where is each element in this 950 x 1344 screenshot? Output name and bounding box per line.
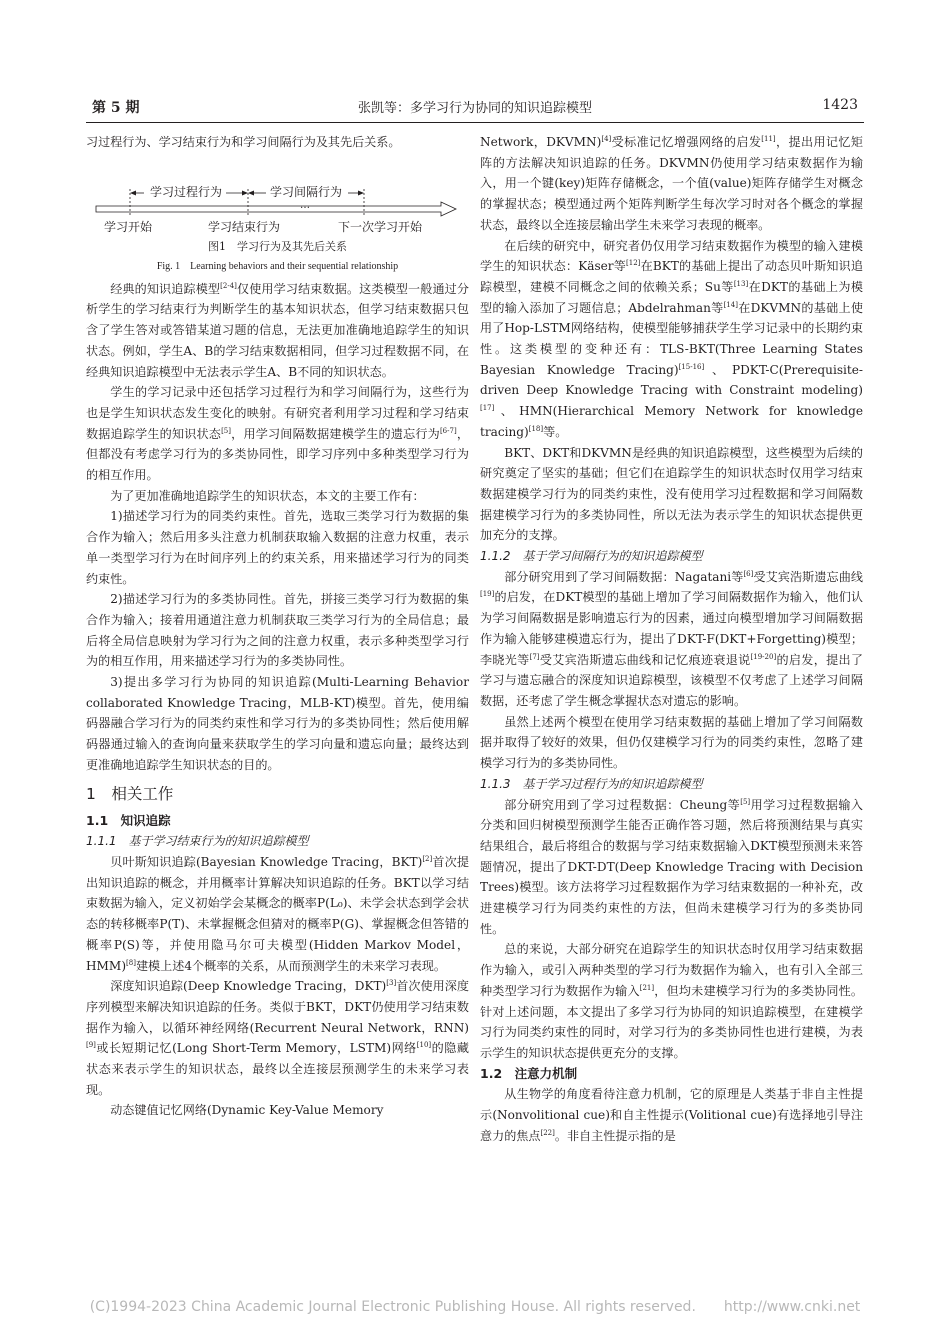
citation: [7] (529, 652, 540, 661)
label-learning-process-behavior: 学习过程行为 (150, 184, 223, 199)
label-learning-end-behavior: 学习结束行为 (208, 219, 281, 234)
paragraph-follow-up-research: 在后续的研究中，研究者仍仅用学习结束数据作为模型的输入建模学生的知识状态：Käser等[12]在BKT的基础上提出了动态贝叶斯知识追踪模型，建模不同概念之间的依赖关系；Su等[13]在DKT的基础上为模型的输入添加了习题信息；Abdelrahman等[14]在DKVMN的基础上使用了Hop-LSTM网络结构，使模型能够捕获学生学习记录中的长期约束性。这类模型的变种还有：TLS-BKT(Three Learning States Bayesian Knowledge Tracing)[15-16]、PDKT-C(Prerequisite-driven Deep Knowledge Tracing with Constraint modeling)[17]、HMN(Hierarchical Memory Network for knowledge tracing)[18]等。 (480, 238, 863, 439)
section-heading-related-work: 1 相关工作 (86, 784, 174, 803)
paragraph-interval-models: 部分研究用到了学习间隔数据：Nagatani等[6]受艾宾浩斯遗忘曲线[19]的启发，在DKT模型的基础上增加了学习间隔数据作为输入，他们认为学习间隔数据是影响遗忘行为的因素，通过向模型增加学习间隔数据作为输入能够建模遗忘行为，提出了DKT-F(DKT+Forgetting)模型；李晓光等[7]受艾宾浩斯遗忘曲线和记忆痕迹衰退说[19-20]的启发，提出了学习与遗忘融合的深度知识追踪模型，该模型不仅考虑了上述学习间隔数据，还考虑了学生概念掌握状态对遗忘的影响。 (480, 569, 863, 708)
paragraph-bkt: 贝叶斯知识追踪(Bayesian Knowledge Tracing，BKT)[2]首次提出知识追踪的概念，并用概率计算解决知识追踪的任务。BKT以学习结束数据为输入，定义初始学会某概念的概率P(L₀)、未学会状态到学会状态的转移概率P(T)、未掌握概念但猜对的概率P(G)、掌握概念但答错的概率P(S)等，并使用隐马尔可夫模型(Hidden Markov Model，HMM)[8]建模上述4个概率的关系，从而预测学生的未来学习表现。 (86, 854, 469, 973)
header-rule (86, 122, 864, 123)
citation: [6-7] (439, 426, 457, 435)
paragraph-contribution-1: 1)描述学习行为的同类约束性。首先，选取三类学习行为数据的集合作为输入；然后用多头注意力机制获取输入数据的注意力权重，表示单一类型学习行为在时间序列上的约束关系，用来描述学习行为的同类约束性。 (86, 509, 469, 586)
left-column (86, 132, 469, 1121)
running-title: 张凯等：多学习行为协同的知识追踪模型 (357, 101, 592, 116)
citation: [5] (740, 797, 751, 806)
copyright-footer: (C)1994-2023 China Academic Journal Electronic Publishing House. All rights reserved. http://www.cnki.net (89, 1299, 861, 1315)
citation: [19-20] (750, 652, 777, 661)
subsubsection-heading-end-behavior: 1.1.1 基于学习结束行为的知识追踪模型 (86, 834, 309, 849)
label-learning-start: 学习开始 (104, 219, 153, 234)
citation: [6] (743, 569, 754, 578)
subsubsection-heading-interval-behavior: 1.1.2 基于学习间隔行为的知识追踪模型 (480, 549, 703, 564)
journal-issue: 第 5 期 (92, 100, 140, 116)
paragraph-contribution-3: 3)提出多学习行为协同的知识追踪(Multi-Learning Behavior collaborated Knowledge Tracing，MLB-KT)模型。首先，使用编码器融合学习行为的同类约束性和学习行为的多类协同性；然后使用解码器通过输入的查询向量来获取学生的学习向量和遗忘向量；最终达到更准确地追踪学生知识状态的目的。 (86, 675, 469, 772)
label-learning-interval-behavior: 学习间隔行为 (270, 184, 343, 199)
citation: [19] (480, 590, 495, 599)
paragraph-interval-summary: 虽然上述两个模型在使用学习结束数据的基础上增加了学习间隔数据并取得了较好的效果，但仍仅建模学习行为的同类约束性，忽略了建模学习行为的多类协同性。 (480, 714, 863, 771)
right-column (480, 132, 863, 1146)
paragraph-dkt: 深度知识追踪(Deep Knowledge Tracing，DKT)[3]首次使用深度序列模型来解决知识追踪的任务。类似于BKT，DKT仍使用学习结束数据作为输入，以循环神经网络(Recurrent Neural Network，RNN)[9]或长短期记忆(Long Short-Term Memory，LSTM)网络[10]的隐藏状态来表示学生的知识状态，最终以全连接层预测学生的未来学习表现。 (86, 979, 469, 1097)
citation: [3] (386, 979, 397, 988)
citation: [2-4] (220, 281, 237, 290)
figure-1-caption-cn: 图1 学习行为及其先后关系 (208, 239, 347, 253)
citation: [2] (422, 854, 433, 863)
paragraph-overall-summary: 总的来说，大部分研究在追踪学生的知识状态时仅用学习结束数据作为输入，或引入两种类型的学习行为数据作为输入，也有引入全部三种类型学习行为数据作为输入[21]，但均未建模学习行为的多类协同性。针对上述问题，本文提出了多学习行为协同的知识追踪模型，在建模学习行为同类约束性的同时，对学习行为的多类协同性也进行建模，为表示学生的知识状态提供更充分的支撑。 (480, 942, 863, 1060)
subsection-heading-attention: 1.2 注意力机制 (480, 1065, 578, 1081)
page-number: 1423 (822, 97, 858, 113)
citation: [5] (221, 426, 231, 435)
paragraph-contribution-2: 2)描述学习行为的多类协同性。首先，拼接三类学习行为数据的集合作为输入；接着用通道注意力机制获取三类学习行为的全局信息；最后将全局信息映射为学习行为之间的注意力权重，表示多种类型学习行为的相互作用，用来描述学习行为的多类协同性。 (86, 592, 469, 669)
citation: [21] (639, 983, 655, 992)
figure-1-caption-en: Fig. 1 Learning behaviors and their sequential relationship (156, 260, 399, 272)
paragraph-learning-records: 学生的学习记录中还包括学习过程行为和学习间隔行为，这些行为也是学生知识状态发生变化的映射。有研究者利用学习过程和学习结束数据追踪学生的知识状态[5]，用学习间隔数据建模学生的遗忘行为[6-7]，但都没有考虑学习行为的多类协同性，即学习序列中多种类型学习行为的相互作用。 (86, 385, 469, 483)
label-ellipsis: … (300, 199, 310, 211)
citation: [17] (480, 404, 495, 413)
intro-fragment: 习过程行为、学习结束行为和学习间隔行为及其先后关系。 (86, 135, 401, 149)
paragraph-attention: 从生物学的角度看待注意力机制，它的原理是人类基于非自主性提示(Nonvolitional cue)和自主性提示(Volitional cue)有选择地引导注意力的焦点[22]。非自主性提示指的是 (480, 1087, 863, 1143)
label-next-learning-start: 下一次学习开始 (338, 219, 423, 234)
citation: [10] (416, 1041, 432, 1050)
paragraph-dkvmn-start: 动态键值记忆网络(Dynamic Key-Value Memory (110, 1103, 384, 1118)
citation: [12] (626, 259, 641, 268)
paragraph-classic-kt: 经典的知识追踪模型[2-4]仅使用学习结束数据。这类模型一般通过分析学生的学习结束行为判断学生的基本知识状态，但学习结束数据只包含了学生答对或答错某道习题的信息，无法更加准确地追踪学生的知识状态。例如，学生A、B的学习结束数据相同，但学习过程数据不同，在经典知识追踪模型中无法表示学生A、B不同的知识状态。 (86, 281, 469, 379)
citation: [13] (733, 279, 749, 288)
citation: [18] (528, 424, 544, 433)
paragraph-process-models: 部分研究用到了学习过程数据：Cheung等[5]用学习过程数据输入分类和回归树模型预测学生能否正确作答习题，然后将预测结果与真实结果组合，最后将组合的数据与学习结束数据输入DKT模型预测未来答题情况，提出了DKT-DT(Deep Knowledge Tracing with Decision Trees)模型。该方法将学习过程数据作为学习结束数据的一种补充，改进建模学习行为同类约束性的方法，但尚未建模学习行为的多类协同性。 (480, 797, 863, 936)
subsubsection-heading-process-behavior: 1.1.3 基于学习过程行为的知识追踪模型 (480, 776, 703, 791)
citation: [11] (761, 134, 776, 143)
paragraph-contributions-intro: 为了更加准确地追踪学生的知识状态，本文的主要工作有： (110, 488, 425, 503)
citation: [9] (86, 1041, 96, 1050)
subsection-heading-knowledge-tracing: 1.1 知识追踪 (86, 812, 171, 828)
paragraph-dkvmn-cont: Network，DKVMN)[4]受标准记忆增强网络的启发[11]，提出用记忆矩阵的方法解决知识追踪的任务。DKVMN仍使用学习结束数据作为输入，用一个键(key)矩阵存储概念，一个值(value)矩阵存储学生对概念的掌握状态；模型通过两个矩阵判断学生每次学习时对各个概念的掌握状态，最终以全连接层输出学生未来学习表现的概率。 (480, 134, 863, 232)
citation: [14] (723, 300, 738, 309)
figure-1 (86, 153, 469, 272)
citation: [8] (126, 958, 136, 967)
citation: [22] (540, 1128, 555, 1137)
paragraph-classic-models-summary: BKT、DKT和DKVMN是经典的知识追踪模型，这些模型为后续的研究奠定了坚实的基础；但它们在追踪学生的知识状态时仅用学习结束数据建模学习行为的同类约束性，没有使用学习过程数据和学习间隔数据建模学习行为的多类协同性，所以无法为表示学生的知识状态提供更加充分的支撑。 (480, 445, 863, 543)
citation: [15-16] (678, 362, 705, 371)
citation: [4] (601, 134, 612, 143)
